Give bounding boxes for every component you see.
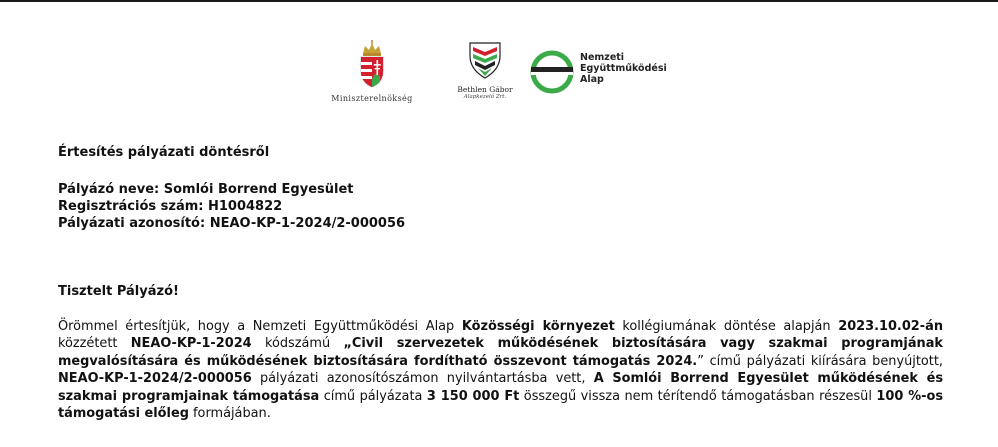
letter-heading: Értesítés pályázati döntésről (58, 145, 270, 160)
applicant-details (58, 181, 943, 232)
bethlen-caption: Bethlen Gábor (457, 85, 513, 94)
body-text-6: pályázati azonosítószámon nyilvántartásba vett, (251, 371, 594, 387)
body-bold-6: A Somlói Borrend Egyesület működésének és szakmai programjainak támogatása (58, 371, 943, 404)
body-bold-5: NEAO-KP-1-2024/2-000056 (58, 371, 252, 387)
greeting: Tisztelt Pályázó! (58, 284, 179, 299)
body-text-9: formájában. (188, 406, 271, 422)
application-id: Pályázati azonosító: NEAO-KP-1-2024/2-000056 (58, 216, 406, 231)
bethlen-gabor-logo (450, 40, 520, 100)
nea-logo-icon (528, 48, 576, 96)
nea-name (580, 52, 667, 85)
body-bold-8: 100 %-os támogatási előleg (58, 388, 944, 422)
body-bold-7: 3 150 000 Ft (426, 388, 520, 404)
bethlen-shield-icon (465, 40, 505, 80)
applicant-name: Pályázó neve: Somlói Borrend Egyesület (58, 182, 354, 197)
body-text-2: kollégiumának döntése alapján (614, 319, 839, 334)
body-bold-2: 2023.10.02-án (838, 319, 943, 334)
body-text-3: közzétett (58, 336, 131, 352)
body-text-5: ” című pályázati kiírására benyújtott, (697, 353, 943, 369)
ministry-logo (318, 40, 426, 103)
body-text-8: összegű vissza nem térítendő támogatásban részesül (519, 388, 877, 404)
ministry-caption: Miniszterelnökség (331, 94, 413, 103)
bethlen-subcaption: Alapkezelő Zrt. (463, 94, 507, 100)
body-text-1: Örömmel értesítjük, hogy a Nemzeti Együttműködési Alap (58, 319, 462, 334)
body-bold-1: Közösségi környezet (461, 319, 615, 334)
nea-logo (528, 48, 678, 100)
registration-number: Regisztrációs szám: H1004822 (58, 199, 283, 214)
body-bold-4: „Civil szervezetek működésének biztosítására vagy szakmai programjának megvalósítására és működésének biztosítására fordítható összevont támogatás 2024. (58, 336, 943, 369)
body-text-7: című pályázata (319, 388, 427, 404)
nea-line-3: Alap (580, 74, 604, 85)
letter-body (58, 318, 943, 422)
body-text-4: kódszámú (251, 336, 344, 352)
nea-line-1: Nemzeti (580, 52, 625, 63)
nea-line-2: Együttműködési (580, 63, 667, 74)
hungarian-coat-of-arms-icon (357, 40, 387, 88)
logo-bar (0, 38, 998, 110)
body-bold-3: NEAO-KP-1-2024 (130, 336, 252, 352)
